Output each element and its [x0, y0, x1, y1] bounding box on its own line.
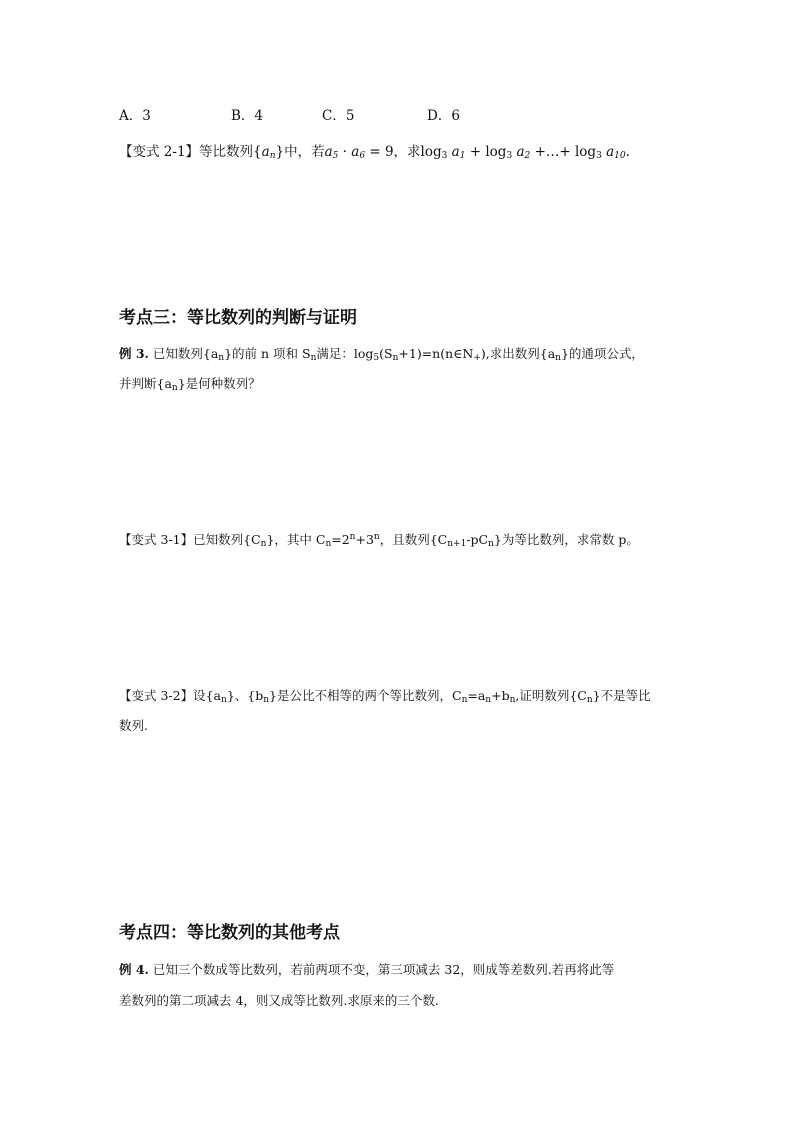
example-3-line-1: 例 3. 已知数列$\{a_n\}$的前 n 项和 $S_n$满足：$\log_5(S_n+1)=n(n\in N_+)$,求出数列$\{a_n\}$的通项公式， — [119, 346, 644, 363]
variant-tag: 【变式 3-1】 — [119, 532, 194, 547]
example-tag: 例 4. — [119, 962, 149, 977]
example-4-line-1: 例 4. 已知三个数成等比数列，若前两项不变，第三项减去 32，则成等差数列.若再将此等 — [119, 962, 615, 977]
choice-c: C．5 — [322, 108, 355, 124]
section-heading-3: 考点三：等比数列的判断与证明 — [119, 308, 357, 328]
variant-3-2-line-2: 数列. — [119, 718, 148, 733]
variant-3-2-line-1: 【变式 3-2】设$\{a_n\}$、$\{b_n\}$是公比不相等的两个等比数列，$C_n=a_n+b_n$,证明数列$\{C_n\}$不是等比 — [119, 688, 651, 705]
choice-a: A．3 — [119, 108, 151, 124]
example-4-line-2: 差数列的第二项减去 4，则又成等比数列.求原来的三个数. — [119, 993, 439, 1008]
math-expression: $a_5 \cdot a_6 = 9$ — [324, 144, 394, 161]
example-tag: 例 3. — [119, 346, 149, 361]
variant-tag: 【变式 2-1】 — [119, 144, 200, 160]
choice-d: D．6 — [427, 108, 460, 124]
math-log-sum: $\log_3 a_1 + \log_3 a_2$ +…+ $\log_3 a_{10}$ — [420, 144, 626, 161]
variant-tag: 【变式 3-2】 — [119, 688, 194, 703]
section-heading-4: 考点四：等比数列的其他考点 — [119, 923, 340, 943]
variant-2-1: 【变式 2-1】等比数列$\{a_n\}$中，若$a_5 \cdot a_6 = 9$，求$\log_3 a_1 + \log_3 a_2$ +…+ $\log_3 a_{10}$. — [119, 144, 630, 161]
variant-3-1: 【变式 3-1】已知数列$\{C_n\}$，其中 $C_n=2^n+3^n$，且数列$\{C_{n+1}-pC_n\}$为等比数列，求常数 p。 — [119, 532, 639, 549]
example-3-line-2: 并判断$\{a_n\}$是何种数列？ — [119, 376, 261, 393]
choice-b: B．4 — [231, 108, 264, 124]
